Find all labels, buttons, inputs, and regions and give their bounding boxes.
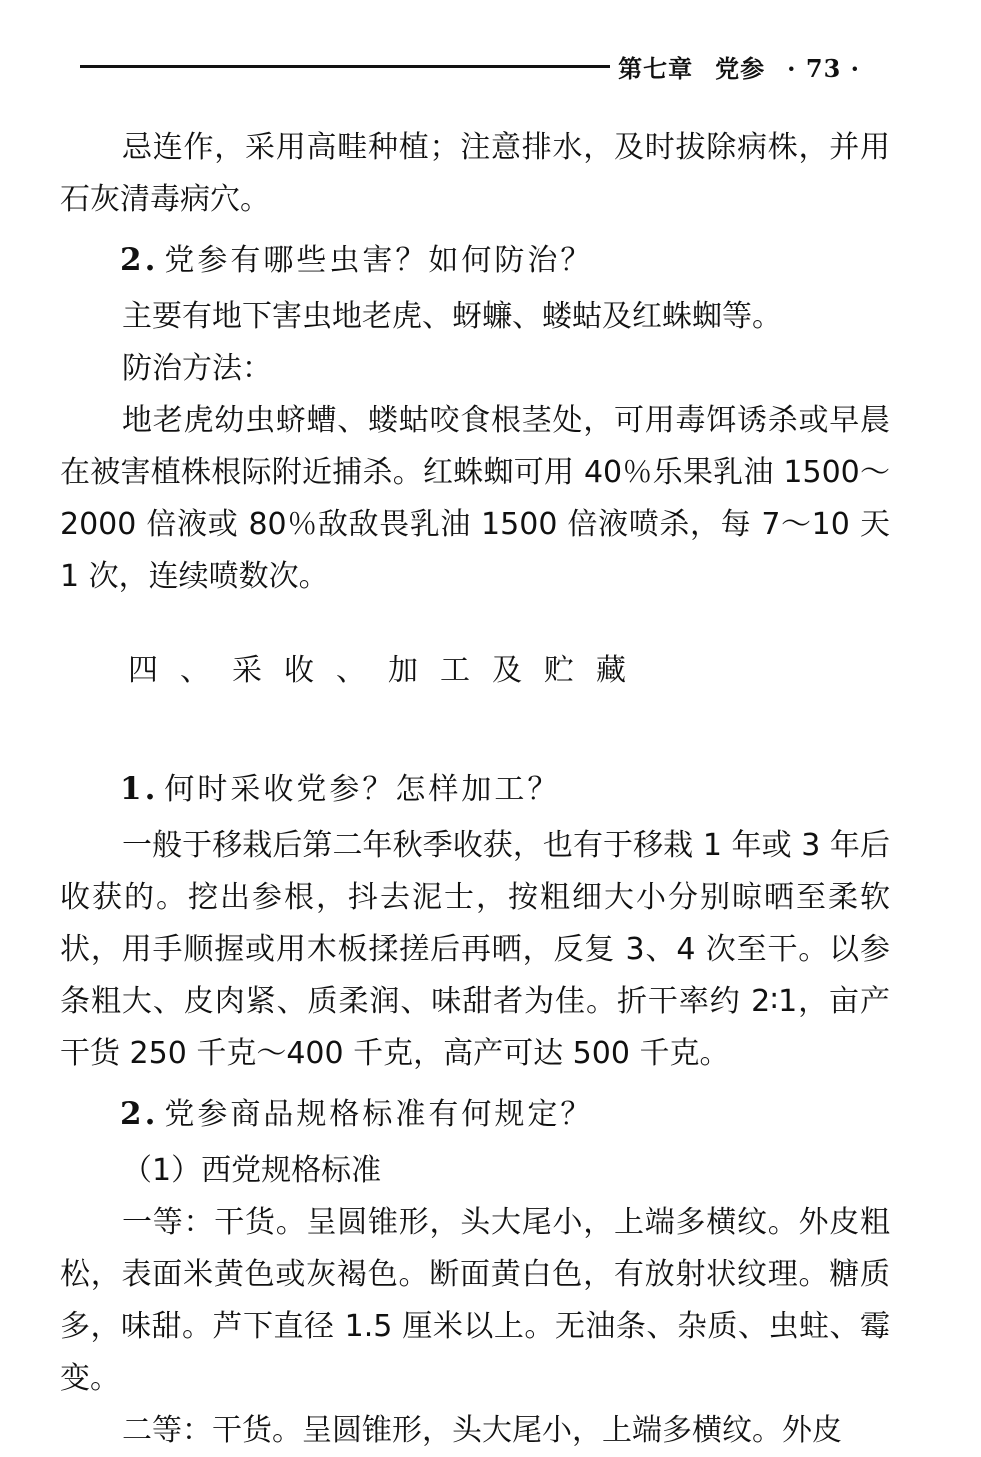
- paragraph-pests-main: 主要有地下害虫地老虎、蚜蠊、蝼蛄及红蛛蜘等。: [122, 299, 782, 334]
- paragraph-grade-2: 二等：干货。呈圆锥形，头大尾小，上端多横纹。外皮: [122, 1413, 842, 1448]
- question-pests: [60, 234, 890, 287]
- section-title: 四、采收、加工及贮藏: [128, 653, 648, 688]
- question-number: 1.: [120, 771, 159, 807]
- page-number: · 73 ·: [787, 53, 860, 83]
- question-text: 党参有哪些虫害？如何防治？: [164, 243, 594, 278]
- question-number: 2.: [120, 242, 159, 278]
- paragraph-methods-label: 防治方法：: [122, 351, 272, 386]
- question-number: 2.: [120, 1096, 159, 1132]
- body-text: [60, 122, 890, 1457]
- question-harvest: [60, 763, 890, 816]
- paragraph-methods: 地老虎幼虫蛴螬、蝼蛄咬食根茎处，可用毒饵诱杀或早晨在被害植株根际附近捕杀。红蛛蜘可用 40％乐果乳油 1500～2000 倍液或 80％敌敌畏乳油 1500 倍液喷杀，每 7～10 天 1 次，连续喷数次。: [60, 403, 890, 594]
- paragraph-grade-1: 一等：干货。呈圆锥形，头大尾小，上端多横纹。外皮粗松，表面米黄色或灰褐色。断面黄白色，有放射状纹理。糖质多，味甜。芦下直径 1.5 厘米以上。无油条、杂质、虫蛀、霉变。: [60, 1205, 890, 1396]
- paragraph-xidang-label: （1）西党规格标准: [122, 1153, 382, 1188]
- chapter-label: 第七章: [618, 53, 694, 83]
- paragraph-harvest: 一般于移栽后第二年秋季收获，也有于移栽 1 年或 3 年后收获的。挖出参根，抖去泥士，按粗细大小分别晾晒至柔软状，用手顺握或用木板揉搓后再晒，反复 3、4 次至干。以参条粗大、皮肉紧、质柔润、味甜者为佳。折干率约 2∶1，亩产干货 250 千克～400 千克，高产可达 500 千克。: [60, 828, 890, 1071]
- running-head: [80, 46, 860, 86]
- question-text: 何时采收党参？怎样加工？: [164, 772, 561, 807]
- topic-label: 党参: [715, 53, 766, 83]
- question-grades: [60, 1088, 890, 1141]
- header-rule: [80, 65, 610, 68]
- header-text: [618, 49, 860, 84]
- paragraph-continued: 忌连作，采用高畦种植；注意排水，及时拔除病株，并用石灰清毒病穴。: [60, 130, 890, 217]
- question-text: 党参商品规格标准有何规定？: [164, 1097, 594, 1132]
